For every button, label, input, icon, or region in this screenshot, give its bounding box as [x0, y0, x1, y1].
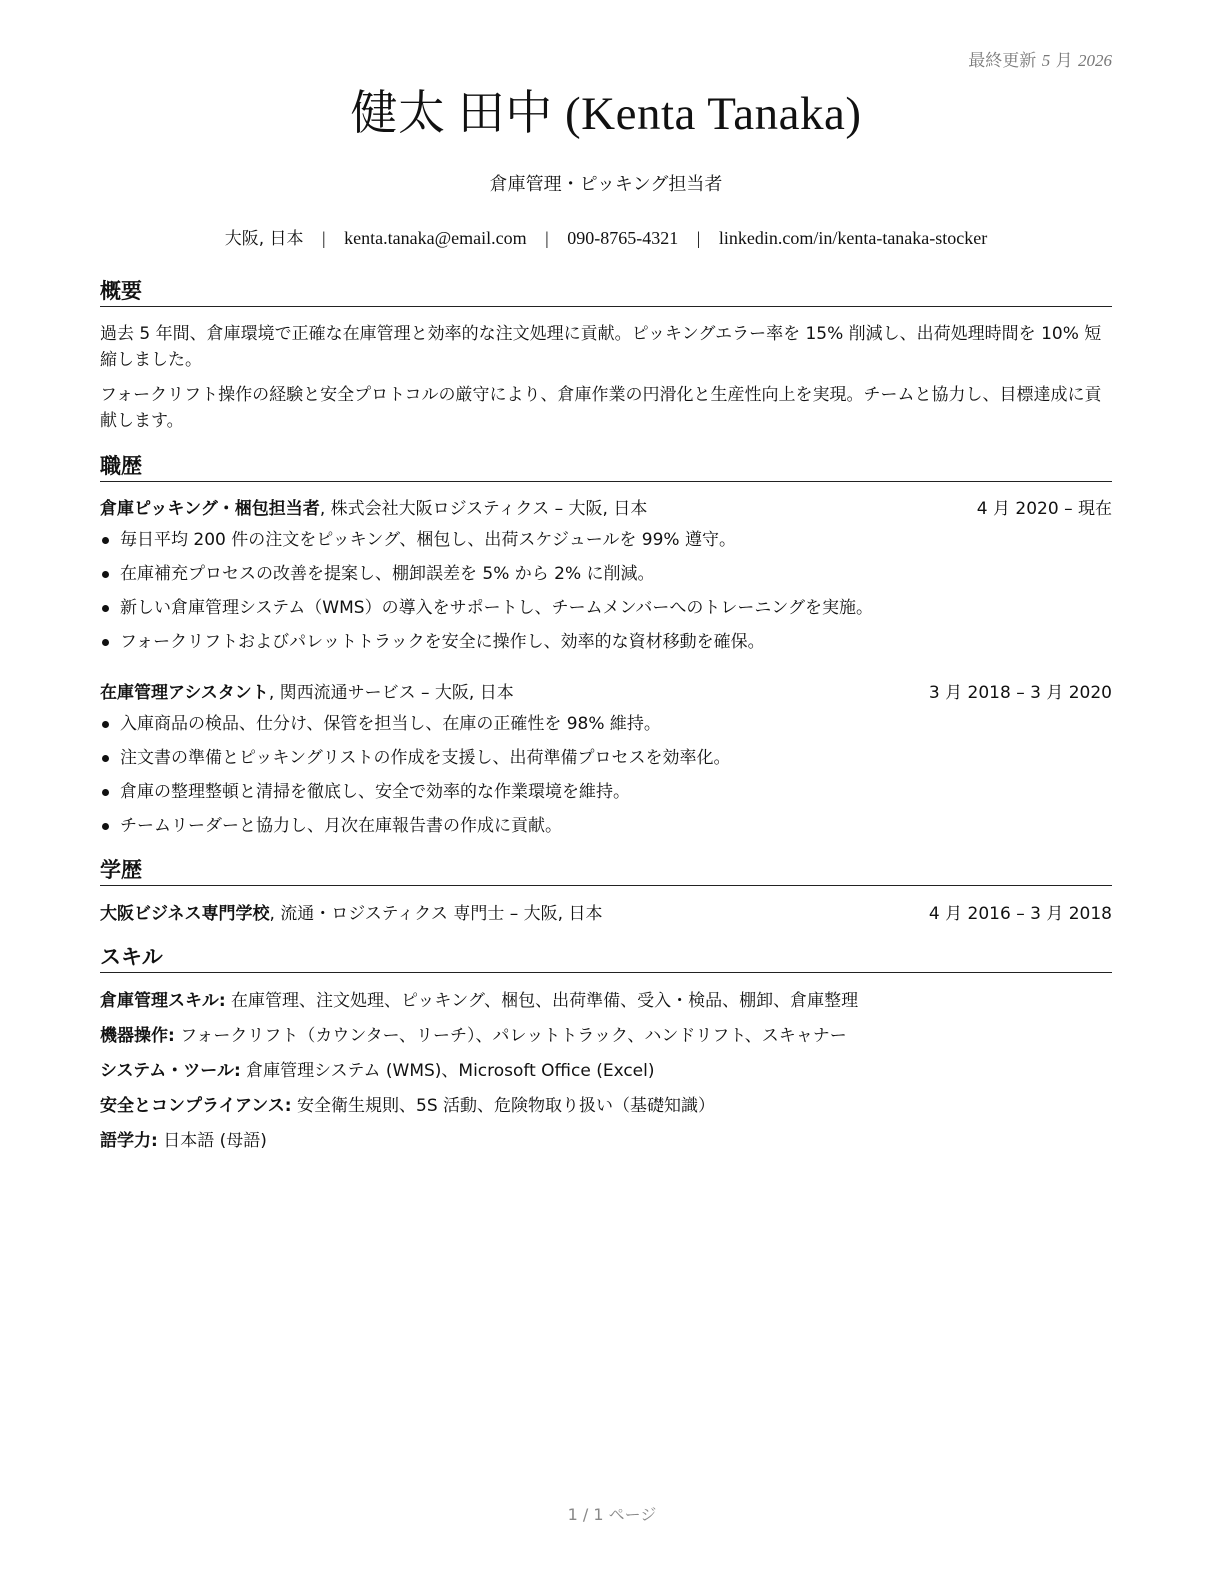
bullet-dot-icon — [102, 571, 109, 578]
bullet-dot-icon — [102, 639, 109, 646]
contact-email[interactable]: kenta.tanaka@email.com — [344, 228, 527, 248]
last-updated-month-unit: 月 — [1055, 51, 1073, 71]
bullet-text: 入庫商品の検品、仕分け、保管を担当し、在庫の正確性を 98% 維持。 — [120, 714, 661, 734]
section-title-education: 学歴 — [100, 857, 1112, 886]
skill-line — [100, 1094, 1112, 1118]
summary-paragraph: 過去 5 年間、倉庫環境で正確な在庫管理と効率的な注文処理に貢献。ピッキングエラー率を 15% 削減し、出荷処理時間を 10% 短縮しました。 — [100, 324, 1102, 370]
skill-label: 機器操作: — [100, 1026, 175, 1046]
last-updated-year: 2026 — [1078, 51, 1112, 70]
last-updated-month: 5 — [1041, 51, 1051, 70]
contact-separator: | — [696, 228, 701, 248]
job-org: , 関西流通サービス – 大阪, 日本 — [268, 683, 514, 703]
skill-line — [100, 989, 1112, 1013]
job-role: 在庫管理アシスタント — [100, 683, 269, 703]
bullet-dot-icon — [102, 823, 109, 830]
skill-label: 倉庫管理スキル: — [100, 991, 226, 1011]
education-entry — [100, 902, 1112, 926]
skill-value: フォークリフト（カウンター、リーチ）、パレットトラック、ハンドリフト、スキャナー — [174, 1026, 847, 1046]
list-item — [100, 712, 1112, 746]
contact-phone[interactable]: 090-8765-4321 — [567, 228, 679, 248]
candidate-name: 健太 田中 (Kenta Tanaka) — [350, 88, 862, 140]
list-item — [100, 596, 1112, 630]
bullet-dot-icon — [102, 789, 109, 796]
last-updated-label: 最終更新 — [968, 51, 1037, 71]
contact-line — [100, 224, 1112, 249]
bullet-dot-icon — [102, 755, 109, 762]
list-item — [100, 780, 1112, 814]
skill-line — [100, 1059, 1112, 1083]
bullet-text: 毎日平均 200 件の注文をピッキング、梱包し、出荷スケジュールを 99% 遵守。 — [120, 530, 736, 550]
list-item — [100, 630, 1112, 664]
list-item — [100, 528, 1112, 562]
skill-label: システム・ツール: — [100, 1061, 241, 1081]
job-header — [100, 681, 1112, 705]
education-school: 大阪ビジネス専門学校 — [100, 904, 270, 924]
contact-separator: | — [322, 228, 326, 248]
job-bullets — [100, 712, 1112, 848]
bullet-text: 新しい倉庫管理システム（WMS）の導入をサポートし、チームメンバーへのトレーニングを実施。 — [120, 598, 874, 618]
section-title-skills: スキル — [100, 944, 1112, 973]
skill-value: 安全衛生規則、5S 活動、危険物取り扱い（基礎知識） — [291, 1096, 716, 1116]
contact-linkedin[interactable]: linkedin.com/in/kenta-tanaka-stocker — [718, 228, 988, 248]
job-dates: 3 月 2018 – 3 月 2020 — [928, 683, 1112, 703]
job-role: 倉庫ピッキング・梱包担当者 — [100, 499, 320, 519]
skill-line — [100, 1024, 1112, 1048]
job-header — [100, 497, 1112, 521]
section-title-summary: 概要 — [100, 278, 1112, 307]
page-number-footer: 1 / 1 ページ — [567, 1505, 657, 1524]
bullet-text: 在庫補充プロセスの改善を提案し、棚卸誤差を 5% から 2% に削減。 — [120, 564, 655, 584]
bullet-dot-icon — [102, 537, 109, 544]
skill-label: 安全とコンプライアンス: — [100, 1096, 292, 1116]
job-dates: 4 月 2020 – 現在 — [976, 499, 1112, 519]
skill-line — [100, 1129, 1112, 1153]
education-dates: 4 月 2016 – 3 月 2018 — [928, 904, 1112, 924]
job-bullets — [100, 528, 1112, 664]
contact-separator: | — [545, 228, 549, 248]
bullet-text: チームリーダーと協力し、月次在庫報告書の作成に貢献。 — [120, 816, 562, 836]
list-item — [100, 562, 1112, 596]
summary-paragraph: フォークリフト操作の経験と安全プロトコルの厳守により、倉庫作業の円滑化と生産性向上を実現。チームと協力し、目標達成に貢献します。 — [100, 385, 1102, 431]
education-detail: , 流通・ロジスティクス 専門士 – 大阪, 日本 — [269, 904, 603, 924]
skill-value: 倉庫管理システム (WMS)、Microsoft Office (Excel) — [240, 1061, 655, 1081]
skill-value: 日本語 (母語) — [157, 1131, 267, 1151]
bullet-text: フォークリフトおよびパレットトラックを安全に操作し、効率的な資材移動を確保。 — [120, 632, 765, 652]
bullet-text: 注文書の準備とピッキングリストの作成を支援し、出荷準備プロセスを効率化。 — [120, 748, 731, 768]
bullet-text: 倉庫の整理整頓と清掃を徹底し、安全で効率的な作業環境を維持。 — [120, 782, 630, 802]
bullet-dot-icon — [102, 605, 109, 612]
contact-location: 大阪, 日本 — [224, 229, 304, 249]
bullet-dot-icon — [102, 721, 109, 728]
job-org: , 株式会社大阪ロジスティクス – 大阪, 日本 — [319, 499, 648, 519]
list-item — [100, 814, 1112, 848]
list-item — [100, 746, 1112, 780]
skill-label: 語学力: — [100, 1131, 158, 1151]
section-title-experience: 職歴 — [100, 453, 1112, 482]
candidate-headline: 倉庫管理・ピッキング担当者 — [489, 174, 723, 195]
skill-value: 在庫管理、注文処理、ピッキング、梱包、出荷準備、受入・検品、棚卸、倉庫整理 — [225, 991, 859, 1011]
last-updated — [968, 46, 1112, 71]
